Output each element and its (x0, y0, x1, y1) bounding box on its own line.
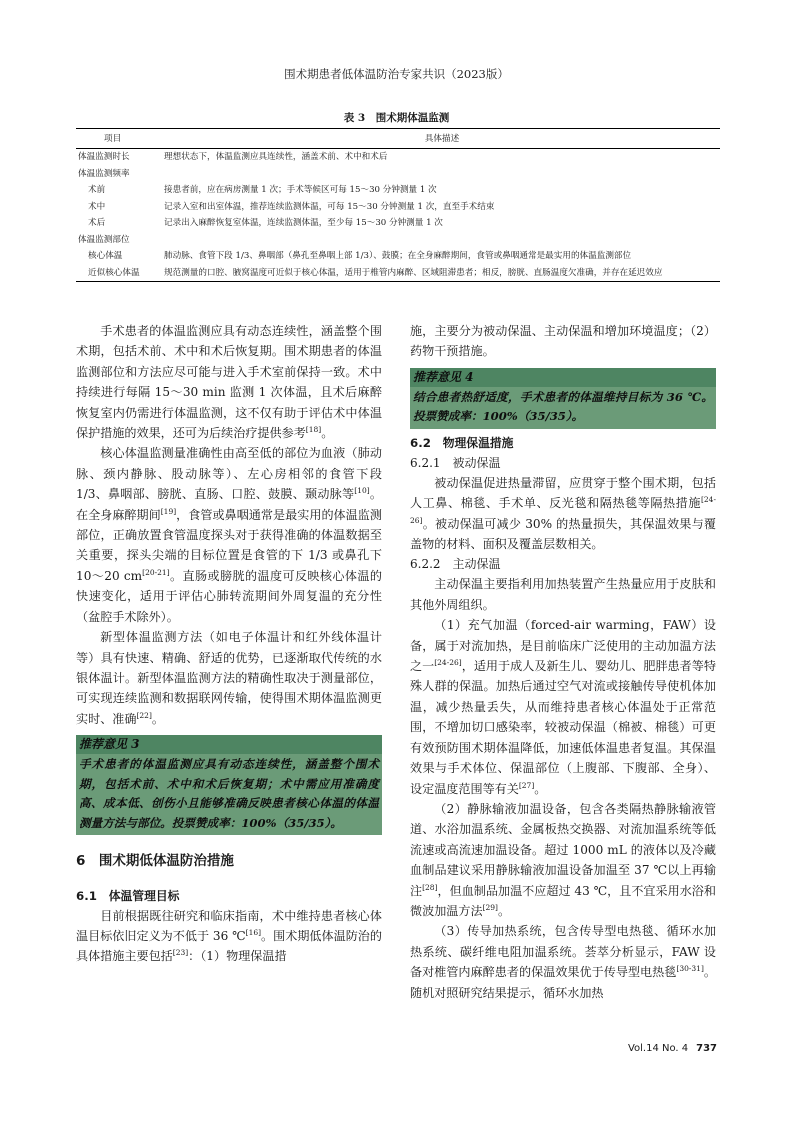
recommendation-body: 手术患者的体温监测应具有动态连续性，涵盖整个围术期，包括术前、术中和术后恢复期；术中需应用准确度高、成本低、创伤小且能够准确反映患者核心体温的体温测量方法与部位。投票赞成率：100%（35/35）。 (76, 754, 382, 835)
table-cell-item: 近似核心体温 (76, 265, 164, 282)
text: 新型体温监测方法（如电子体温计和红外线体温计等）具有快速、精确、舒适的优势，已逐渐取代传统的水银体温计。新型体温监测方法的精确性取决于测量部位，可实现连续监测和数据联网传输，使得围术期体温监测更实时、准确 (76, 630, 382, 726)
paragraph (76, 443, 382, 627)
paragraph (76, 627, 382, 729)
table-cell-item: 术前 (88, 185, 106, 196)
left-column (76, 321, 382, 967)
table-cell-item: 体温监测频率 (78, 168, 130, 179)
text: ：（1）物理保温措 (188, 949, 287, 964)
table-row (76, 248, 720, 264)
text: 手术患者的体温监测应具有动态连续性，涵盖整个围术期，包括术前、术中和术后恢复期。围术期患者的体温监测部位和方法应尽可能与进入手术室前保持一致。术中持续进行每隔 15～30 min 监测 1 次体温，且术后麻醉恢复室内仍需进行体温监测，这不仅有助于评估术中体温保护措施的效果，还可为后续治疗提供参考 (76, 324, 382, 441)
table-header-item: 项目 (76, 129, 164, 149)
subsubsection-heading: 6.2.1 被动保温 (410, 455, 501, 470)
section-heading: 6 围术期低体温防治措施 (76, 853, 234, 870)
paragraph (410, 921, 716, 1003)
subsection-heading: 6.1 体温管理目标 (76, 888, 180, 903)
table-row (76, 149, 720, 166)
table-cell-item: 核心体温 (88, 251, 123, 262)
table-header-row (76, 129, 720, 149)
text: 。直肠或膀胱的温度可反映核心体温的快速变化，适用于评估心肺转流期间外周复温的充分性（盆腔手术除外）。 (76, 568, 382, 624)
table-cell-desc: 规范测量的口腔、腋窝温度可近似于核心体温，适用于椎管内麻醉、区域阻滞患者；相反，膀胱、直肠温度欠准确，并存在延迟效应 (164, 265, 720, 282)
paragraph: 主动保温主要指利用加热装置产生热量应用于皮肤和其他外周组织。 (410, 577, 716, 612)
text: 。 (321, 426, 334, 441)
text: 。 (497, 903, 511, 918)
citation: [10] (354, 486, 370, 496)
citation: [18] (305, 425, 322, 434)
recommendation-body: 结合患者热舒适度，手术患者的体温维持目标为 36 ℃。投票赞成率：100%（35/35）。 (410, 387, 716, 429)
recommendation-title: 推荐意见 4 (410, 368, 716, 387)
citation: [29] (482, 902, 498, 912)
table-row (76, 166, 720, 182)
subsubsection-heading: 6.2.2 主动保温 (410, 557, 501, 572)
citation: [28] (422, 882, 438, 892)
page-footer (628, 1043, 717, 1054)
table-cell-desc: 肺动脉、食管下段 1/3、鼻咽部（鼻孔至鼻咽上部 1/3）、鼓膜；在全身麻醉期间，食管或鼻咽通常是最实用的体温监测部位 (164, 251, 632, 262)
table-cell-desc: 接患者前，应在病房测量 1 次；手术等候区可每 15～30 分钟测量 1 次 (164, 185, 437, 196)
paragraph (410, 799, 716, 921)
text: 。围术期低体温防治的具体措施主要包括 (76, 928, 382, 964)
table-cell-desc (164, 232, 720, 248)
text: ，但血制品加温不应超过 43 ℃，且不宜采用水浴和微波加温方法 (410, 883, 716, 918)
citation: [24-26] (410, 495, 716, 525)
volume-issue: Vol.14 No. 4 (627, 1043, 689, 1054)
recommendation-box-3 (76, 735, 382, 835)
text: ，食管或鼻咽通常是最实用的体温监测部位，正确放置食管温度探头对于获得准确的体温数据至关重要，探头尖端的目标位置是食管的下 1/3 或鼻孔下 10～20 cm (76, 507, 382, 583)
table-cell-item: 体温监测部位 (78, 234, 130, 245)
table-cell-item: 术中 (88, 201, 106, 212)
citation: [30-31] (676, 964, 704, 974)
paragraph: 施，主要分为被动保温、主动保温和增加环境温度；（2）药物干预措施。 (410, 324, 716, 359)
citation: [16] (245, 927, 262, 937)
text: 。被动保温可减少 30% 的热量损失，其保温效果与覆盖物的材料、面积及覆盖层数相关。 (410, 516, 716, 552)
right-column (410, 321, 716, 1003)
table-caption: 表 3 围术期体温监测 (343, 112, 450, 124)
text: 被动保温促进热量滞留，应贯穿于整个围术期，包括人工鼻、棉毯、手术单、反光毯和隔热毯等隔热措施 (410, 475, 716, 511)
recommendation-title: 推荐意见 3 (76, 735, 382, 754)
table-cell-desc: 记录出入麻醉恢复室体温，连续监测体温，至少每 15～30 分钟测量 1 次 (164, 218, 443, 229)
paragraph (410, 615, 716, 799)
table-cell-item: 体温监测时长 (78, 152, 130, 163)
text: 目前根据既往研究和临床指南，术中维持患者核心体温目标依旧定义为不低于 36 ℃ (76, 908, 382, 943)
table-row (76, 265, 720, 282)
text: （2）静脉输液加温设备，包含各类隔热静脉输液管道、水浴加温系统、金属板热交换器、对流加温系统等低流速或高流速加温设备。超过 1000 mL 的液体以及冷藏血制品建议采用静脉输液加温设备加温至 37 ℃以上再输注 (410, 801, 716, 898)
table-cell-item: 术后 (88, 218, 106, 229)
page-number: 737 (696, 1043, 717, 1054)
table-row (76, 199, 720, 215)
temperature-monitoring-table (76, 128, 720, 282)
text: ，适用于成人及新生儿、婴幼儿、肥胖患者等特殊人群的保温。加热后通过空气对流或接触传导使机体加温，减少热量丢失，从而维持患者核心体温处于正常范围，不增加切口感染率，较被动保温（棉被、棉毯）可更有效预防围术期体温降低，加速低体温患者复温。其保温效果与手术体位、保温部位（上腹部、下腹部、全身）、设定温度范围等有关 (410, 659, 716, 796)
citation: [22] (136, 710, 152, 720)
text: （1）充气加温（forced-air warming，FAW）设备，属于对流加热，是目前临床广泛使用的主动加温方法之一 (410, 618, 716, 674)
table-cell-desc: 理想状态下，体温监测应具连续性，涵盖术前、术中和术后 (164, 152, 388, 163)
text: 。 (151, 711, 164, 726)
paragraph (76, 906, 382, 967)
paragraph (410, 473, 716, 555)
table-cell-desc (164, 166, 720, 182)
recommendation-box-4 (410, 368, 716, 429)
table-header-desc: 具体描述 (164, 129, 720, 149)
citation: [24-26] (434, 658, 462, 668)
table-row (76, 215, 720, 231)
citation: [19] (160, 506, 177, 516)
citation: [23] (172, 948, 189, 958)
table-cell-desc: 记录入室和出室体温，推荐连续监测体温，可每 15～30 分钟测量 1 次，直至手术结束 (164, 201, 495, 212)
text: 。 (534, 781, 547, 796)
text: 。随机对照研究结果提示，循环水加热 (410, 965, 716, 1000)
text: （3）传导加热系统，包含传导型电热毯、循环水加热系统、碳纤维电阻加温系统。荟萃分析显示，FAW 设备对椎管内麻醉患者的保温效果优于传导型电热毯 (410, 924, 716, 980)
text: 核心体温监测量准确性由高至低的部位为血液（肺动脉、颈内静脉、股动脉等）、左心房相邻的食管下段 1/3、鼻咽部、膀胱、直肠、口腔、鼓膜、颞动脉等 (76, 446, 382, 502)
running-head: 围术期患者低体温防治专家共识（2023版） (284, 67, 509, 81)
text: 。在全身麻醉期间 (76, 487, 382, 522)
table-row (76, 232, 720, 248)
table-row (76, 182, 720, 198)
citation: [20-21] (142, 567, 170, 577)
paragraph (76, 321, 382, 443)
subsection-heading: 6.2 物理保温措施 (410, 435, 514, 450)
citation: [27] (518, 780, 535, 790)
